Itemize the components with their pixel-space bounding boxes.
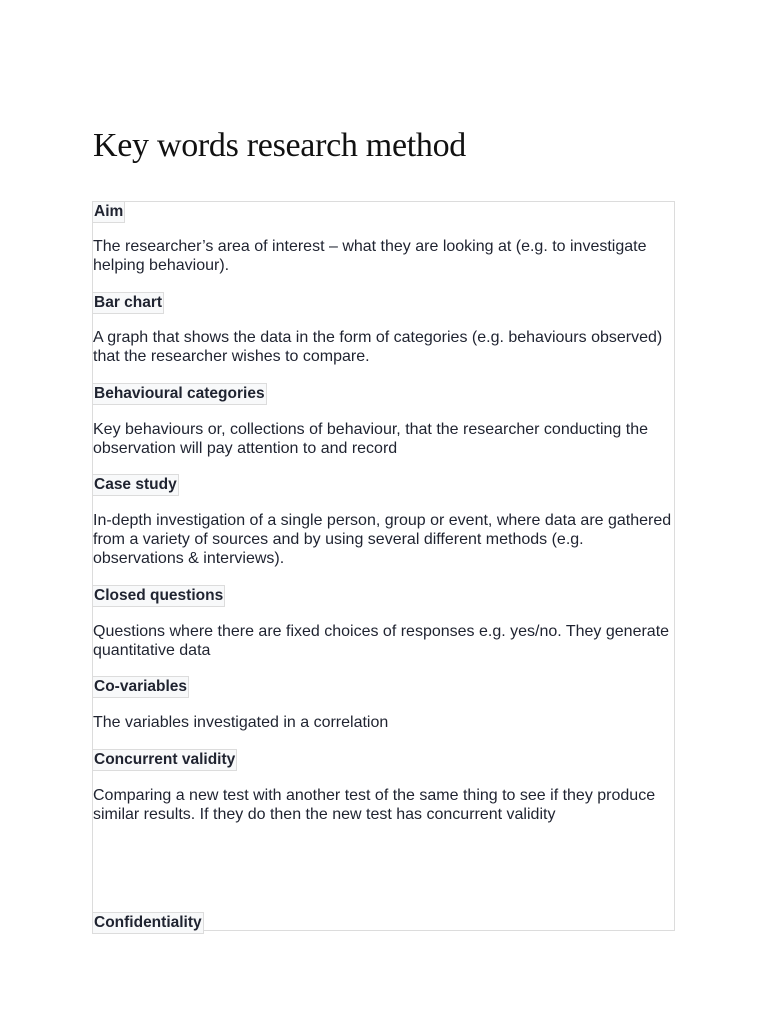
definition-closed-questions: Questions where there are fixed choices of responses e.g. yes/no. They generate quantitative data [93, 623, 670, 659]
definition-aim: The researcher’s area of interest – what they are looking at (e.g. to investigate helping behaviour). [93, 238, 647, 274]
page-title: Key words research method [93, 127, 466, 164]
term-behavioural-categories: Behavioural categories [92, 383, 267, 405]
term-closed-questions: Closed questions [92, 585, 225, 607]
definition-concurrent-validity: Comparing a new test with another test of the same thing to see if they produce similar results. If they do then the new test has concurrent validity [93, 787, 656, 823]
term-case-study: Case study [92, 474, 179, 496]
definition-behavioural-categories: Key behaviours or, collections of behaviour, that the researcher conducting the observation will pay attention to and record [93, 421, 649, 457]
term-co-variables: Co-variables [92, 676, 189, 698]
definition-bar-chart: A graph that shows the data in the form of categories (e.g. behaviours observed) that the researcher wishes to compare. [93, 329, 663, 365]
definition-co-variables: The variables investigated in a correlation [93, 714, 389, 731]
term-confidentiality: Confidentiality [92, 912, 204, 934]
term-bar-chart: Bar chart [92, 292, 164, 314]
term-aim: Aim [92, 201, 125, 223]
term-concurrent-validity: Concurrent validity [92, 749, 237, 771]
definition-case-study: In-depth investigation of a single person, group or event, where data are gathered from a variety of sources and by using several different methods (e.g. observations & interviews). [93, 512, 672, 567]
